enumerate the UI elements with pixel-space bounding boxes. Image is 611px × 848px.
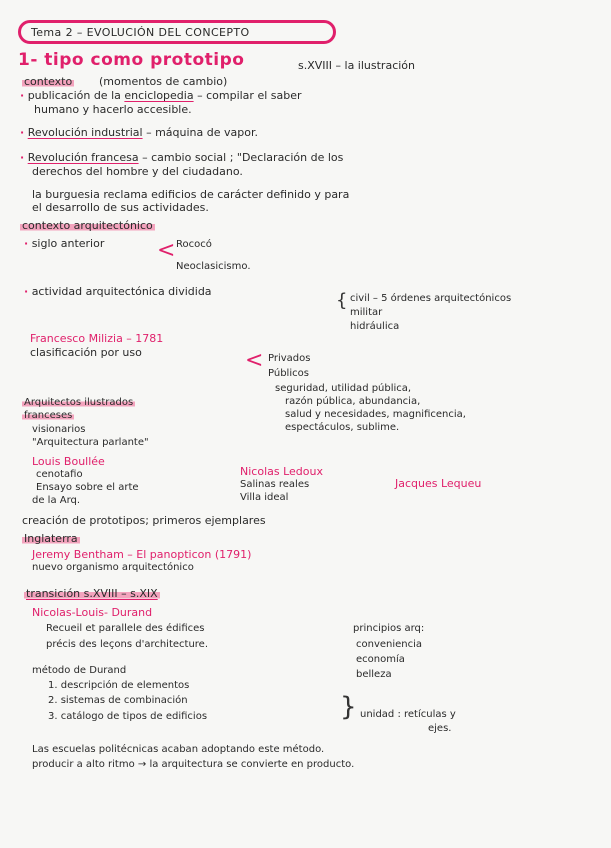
bullet-2: · Revolución industrial – máquina de vapor. — [20, 126, 258, 139]
contexto-label: contexto — [24, 75, 73, 88]
precis: précis des leçons d'architecture. — [46, 639, 209, 650]
clasificacion: clasificación por uso — [30, 346, 142, 359]
metodo-3: 3. catálogo de tipos de edificios — [48, 711, 208, 722]
branch-icon: { — [336, 290, 348, 311]
criterios-4: espectáculos, sublime. — [285, 422, 400, 433]
nuevo-organismo: nuevo organismo arquitectónico — [32, 562, 194, 573]
contexto-note: (momentos de cambio) — [99, 75, 228, 88]
publicos: Públicos — [268, 368, 309, 379]
ledoux: Nicolas Ledoux — [240, 465, 323, 478]
metodo-1: 1. descripción de elementos — [48, 680, 190, 691]
salinas: Salinas reales — [240, 479, 310, 490]
bullet-1: · publicación de la enciclopedia – compilar el saber — [20, 89, 302, 102]
ilustrados-label-2: franceses — [24, 410, 73, 421]
era-label: s.XVIII – la ilustración — [298, 59, 416, 72]
page-title: Tema 2 – EVOLUCIÓN DEL CONCEPTO — [31, 26, 250, 39]
unidad: unidad : retículas y — [360, 709, 456, 720]
conveniencia: conveniencia — [356, 639, 423, 650]
criterios-1: seguridad, utilidad pública, — [275, 383, 412, 394]
belleza: belleza — [356, 669, 392, 680]
bullet-3: · Revolución francesa – cambio social ; "Declaración de los — [20, 151, 344, 164]
principios: principios arq: — [353, 623, 425, 634]
siglo-anterior: · siglo anterior — [24, 237, 105, 250]
hidraulica: hidráulica — [350, 321, 400, 332]
burguesia-text-2: el desarrollo de sus actividades. — [32, 201, 209, 214]
militar: militar — [350, 307, 383, 318]
actividad: · actividad arquitectónica dividida — [24, 285, 212, 298]
creacion: creación de prototipos; primeros ejemplares — [22, 514, 266, 527]
bracket-icon: < — [157, 238, 176, 263]
durand: Nicolas-Louis- Durand — [32, 606, 153, 619]
rococo: Rococó — [176, 239, 212, 250]
title-badge — [18, 20, 336, 44]
bentham: Jeremy Bentham – El panopticon (1791) — [32, 548, 252, 561]
parlante: "Arquitectura parlante" — [32, 437, 149, 448]
villa: Villa ideal — [240, 492, 289, 503]
civil: civil – 5 órdenes arquitectónicos — [350, 293, 512, 304]
ejes: ejes. — [428, 723, 452, 734]
ilustrados-label: Arquitectos ilustrados — [24, 397, 134, 408]
enciclopedia-link: enciclopedia — [124, 89, 194, 102]
contexto-arq-label: contexto arquitectónico — [22, 219, 153, 232]
neoclasicismo: Neoclasicismo. — [176, 261, 251, 272]
final-1: Las escuelas politécnicas acaban adoptando este método. — [32, 744, 325, 755]
milizia-name: Francesco Milizia – 1781 — [30, 332, 164, 345]
recueil: Recueil et parallele des édifices — [46, 623, 205, 634]
section-heading: 1- tipo como prototipo — [18, 50, 245, 70]
visionarios: visionarios — [32, 424, 86, 435]
bullet-3-cont: derechos del hombre y del ciudadano. — [32, 165, 243, 178]
ensayo: Ensayo sobre el arte — [36, 482, 139, 493]
metodo-2: 2. sistemas de combinación — [48, 695, 188, 706]
bracket-icon: < — [245, 348, 264, 373]
metodo: método de Durand — [32, 665, 127, 676]
cenotafio: cenotafio — [36, 469, 83, 480]
boullee: Louis Boullée — [32, 455, 105, 468]
bullet-1-cont: humano y hacerlo accesible. — [34, 103, 192, 116]
criterios-3: salud y necesidades, magnificencia, — [285, 409, 466, 420]
privados: Privados — [268, 353, 311, 364]
transicion-label: transición s.XVIII – s.XIX — [26, 587, 158, 600]
ensayo-2: de la Arq. — [32, 495, 81, 506]
economia: economía — [356, 654, 405, 665]
criterios-2: razón pública, abundancia, — [285, 396, 421, 407]
lequeu: Jacques Lequeu — [395, 477, 482, 490]
inglaterra-label: Inglaterra — [24, 532, 78, 545]
brace-icon: } — [340, 692, 357, 722]
final-2: producir a alto ritmo → la arquitectura se convierte en producto. — [32, 759, 355, 770]
burguesia-text: la burguesia reclama edificios de carácter definido y para — [32, 188, 350, 201]
